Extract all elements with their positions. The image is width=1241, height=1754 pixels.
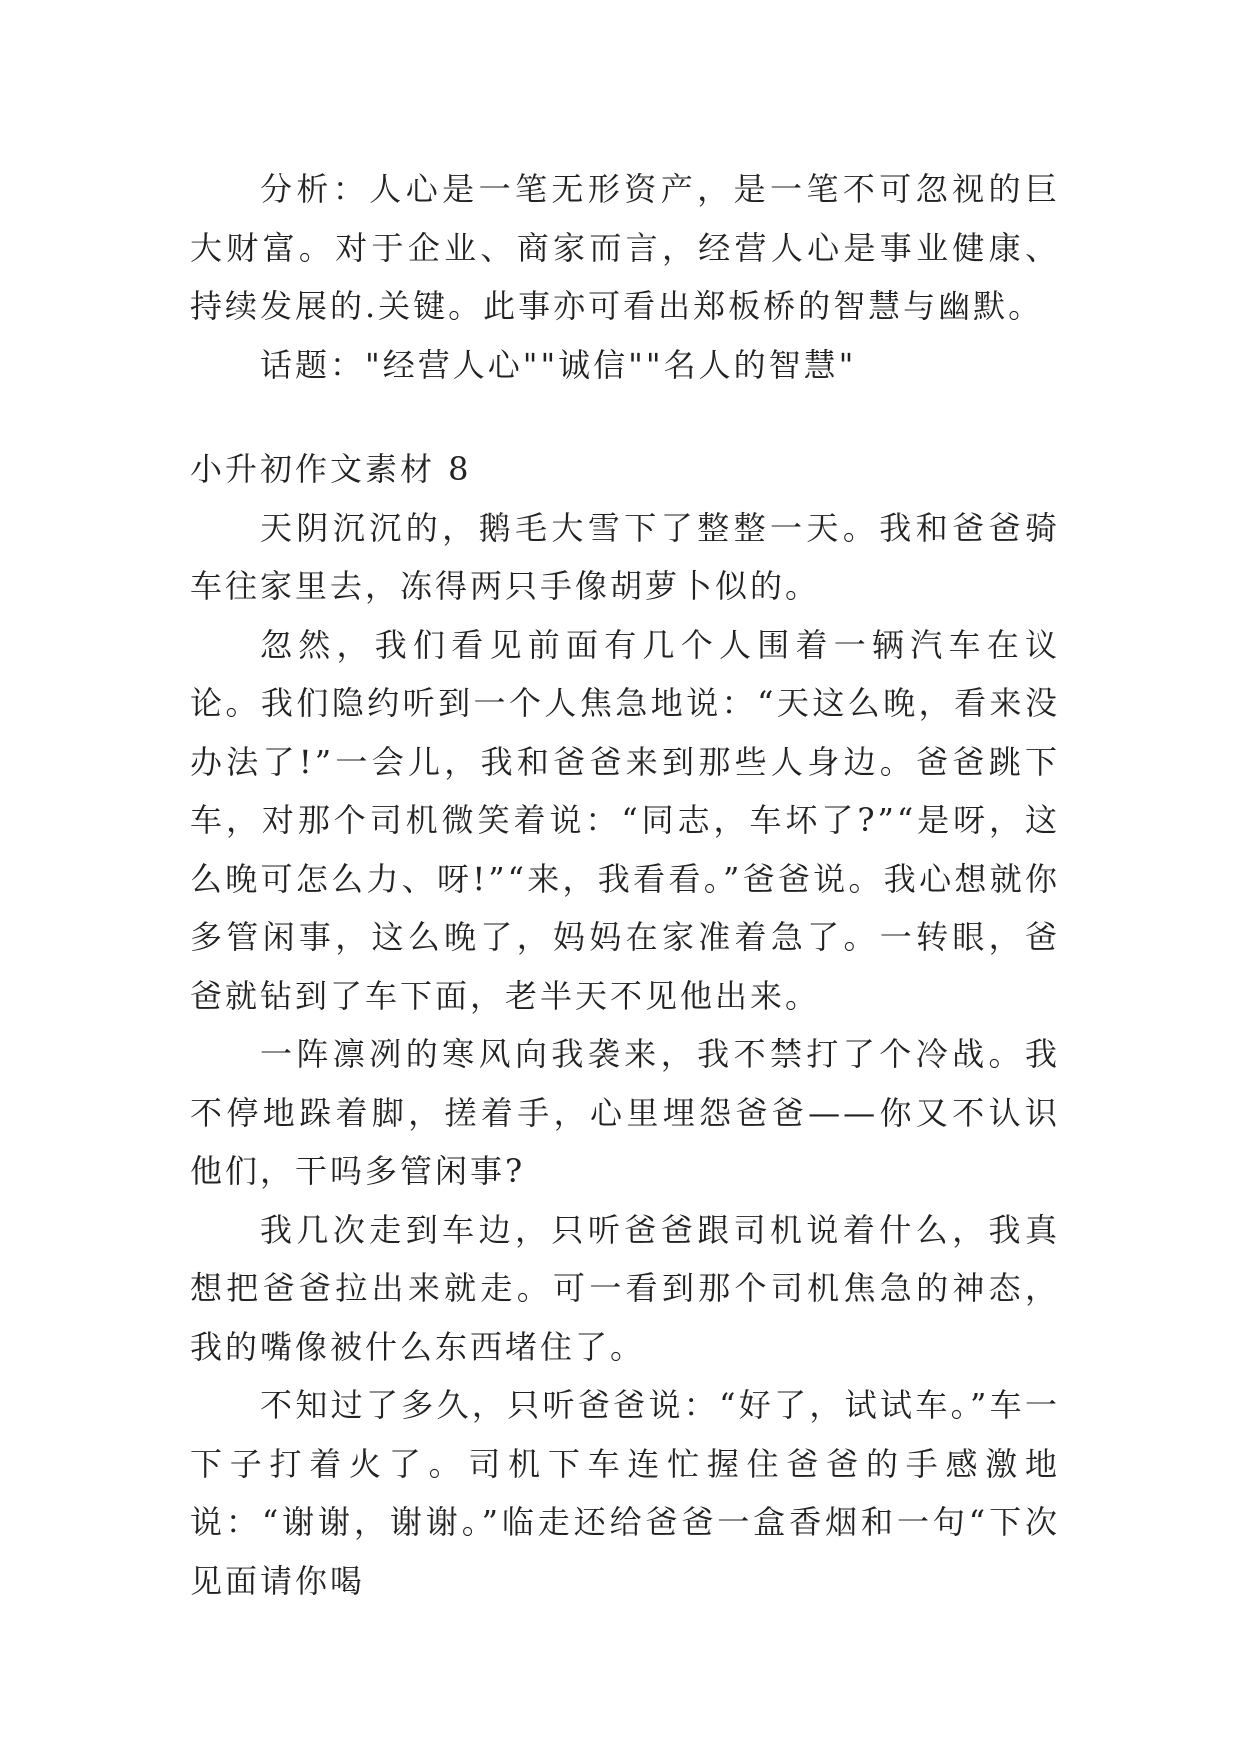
- analysis-paragraph: 分析：人心是一笔无形资产，是一笔不可忽视的巨大财富。对于企业、商家而言，经营人心是事业健康、持续发展的.关键。此事亦可看出郑板桥的智慧与幽默。: [190, 170, 1060, 325]
- topic-paragraph: 话题："经营人心""诚信""名人的智慧": [260, 345, 857, 384]
- section-heading: 小升初作文素材 8: [190, 450, 472, 488]
- story-paragraph: 不知过了多久，只听爸爸说：“好了，试试车。”车一下子打着火了。司机下车连忙握住爸爸的手感激地说：“谢谢，谢谢。”临走还给爸爸一盒香烟和一句“下次见面请你喝: [190, 1386, 1060, 1600]
- story-paragraph: 天阴沉沉的，鹅毛大雪下了整整一天。我和爸爸骑车往家里去，冻得两只手像胡萝卜似的。: [190, 508, 1060, 605]
- document-body: [190, 160, 1060, 1610]
- story-paragraph: 我几次走到车边，只听爸爸跟司机说着什么，我真想把爸爸拉出来就走。可一看到那个司机焦急的神态，我的嘴像被什么东西堵住了。: [190, 1210, 1060, 1366]
- story-paragraph: 一阵凛冽的寒风向我袭来，我不禁打了个冷战。我不停地跺着脚，搓着手，心里埋怨爸爸——你又不认识他们，干吗多管闲事?: [190, 1035, 1060, 1190]
- story-paragraph: 忽然，我们看见前面有几个人围着一辆汽车在议论。我们隐约听到一个人焦急地说：“天这么晚，看来没办法了!”一会儿，我和爸爸来到那些人身边。爸爸跳下车，对那个司机微笑着说：“同志，车坏了?”“是呀，这么晚可怎么力、呀!”“来，我看看。”爸爸说。我心想就你多管闲事，这么晚了，妈妈在家准着急了。一转眼，爸爸就钻到了车下面，老半天不见他出来。: [190, 625, 1060, 1015]
